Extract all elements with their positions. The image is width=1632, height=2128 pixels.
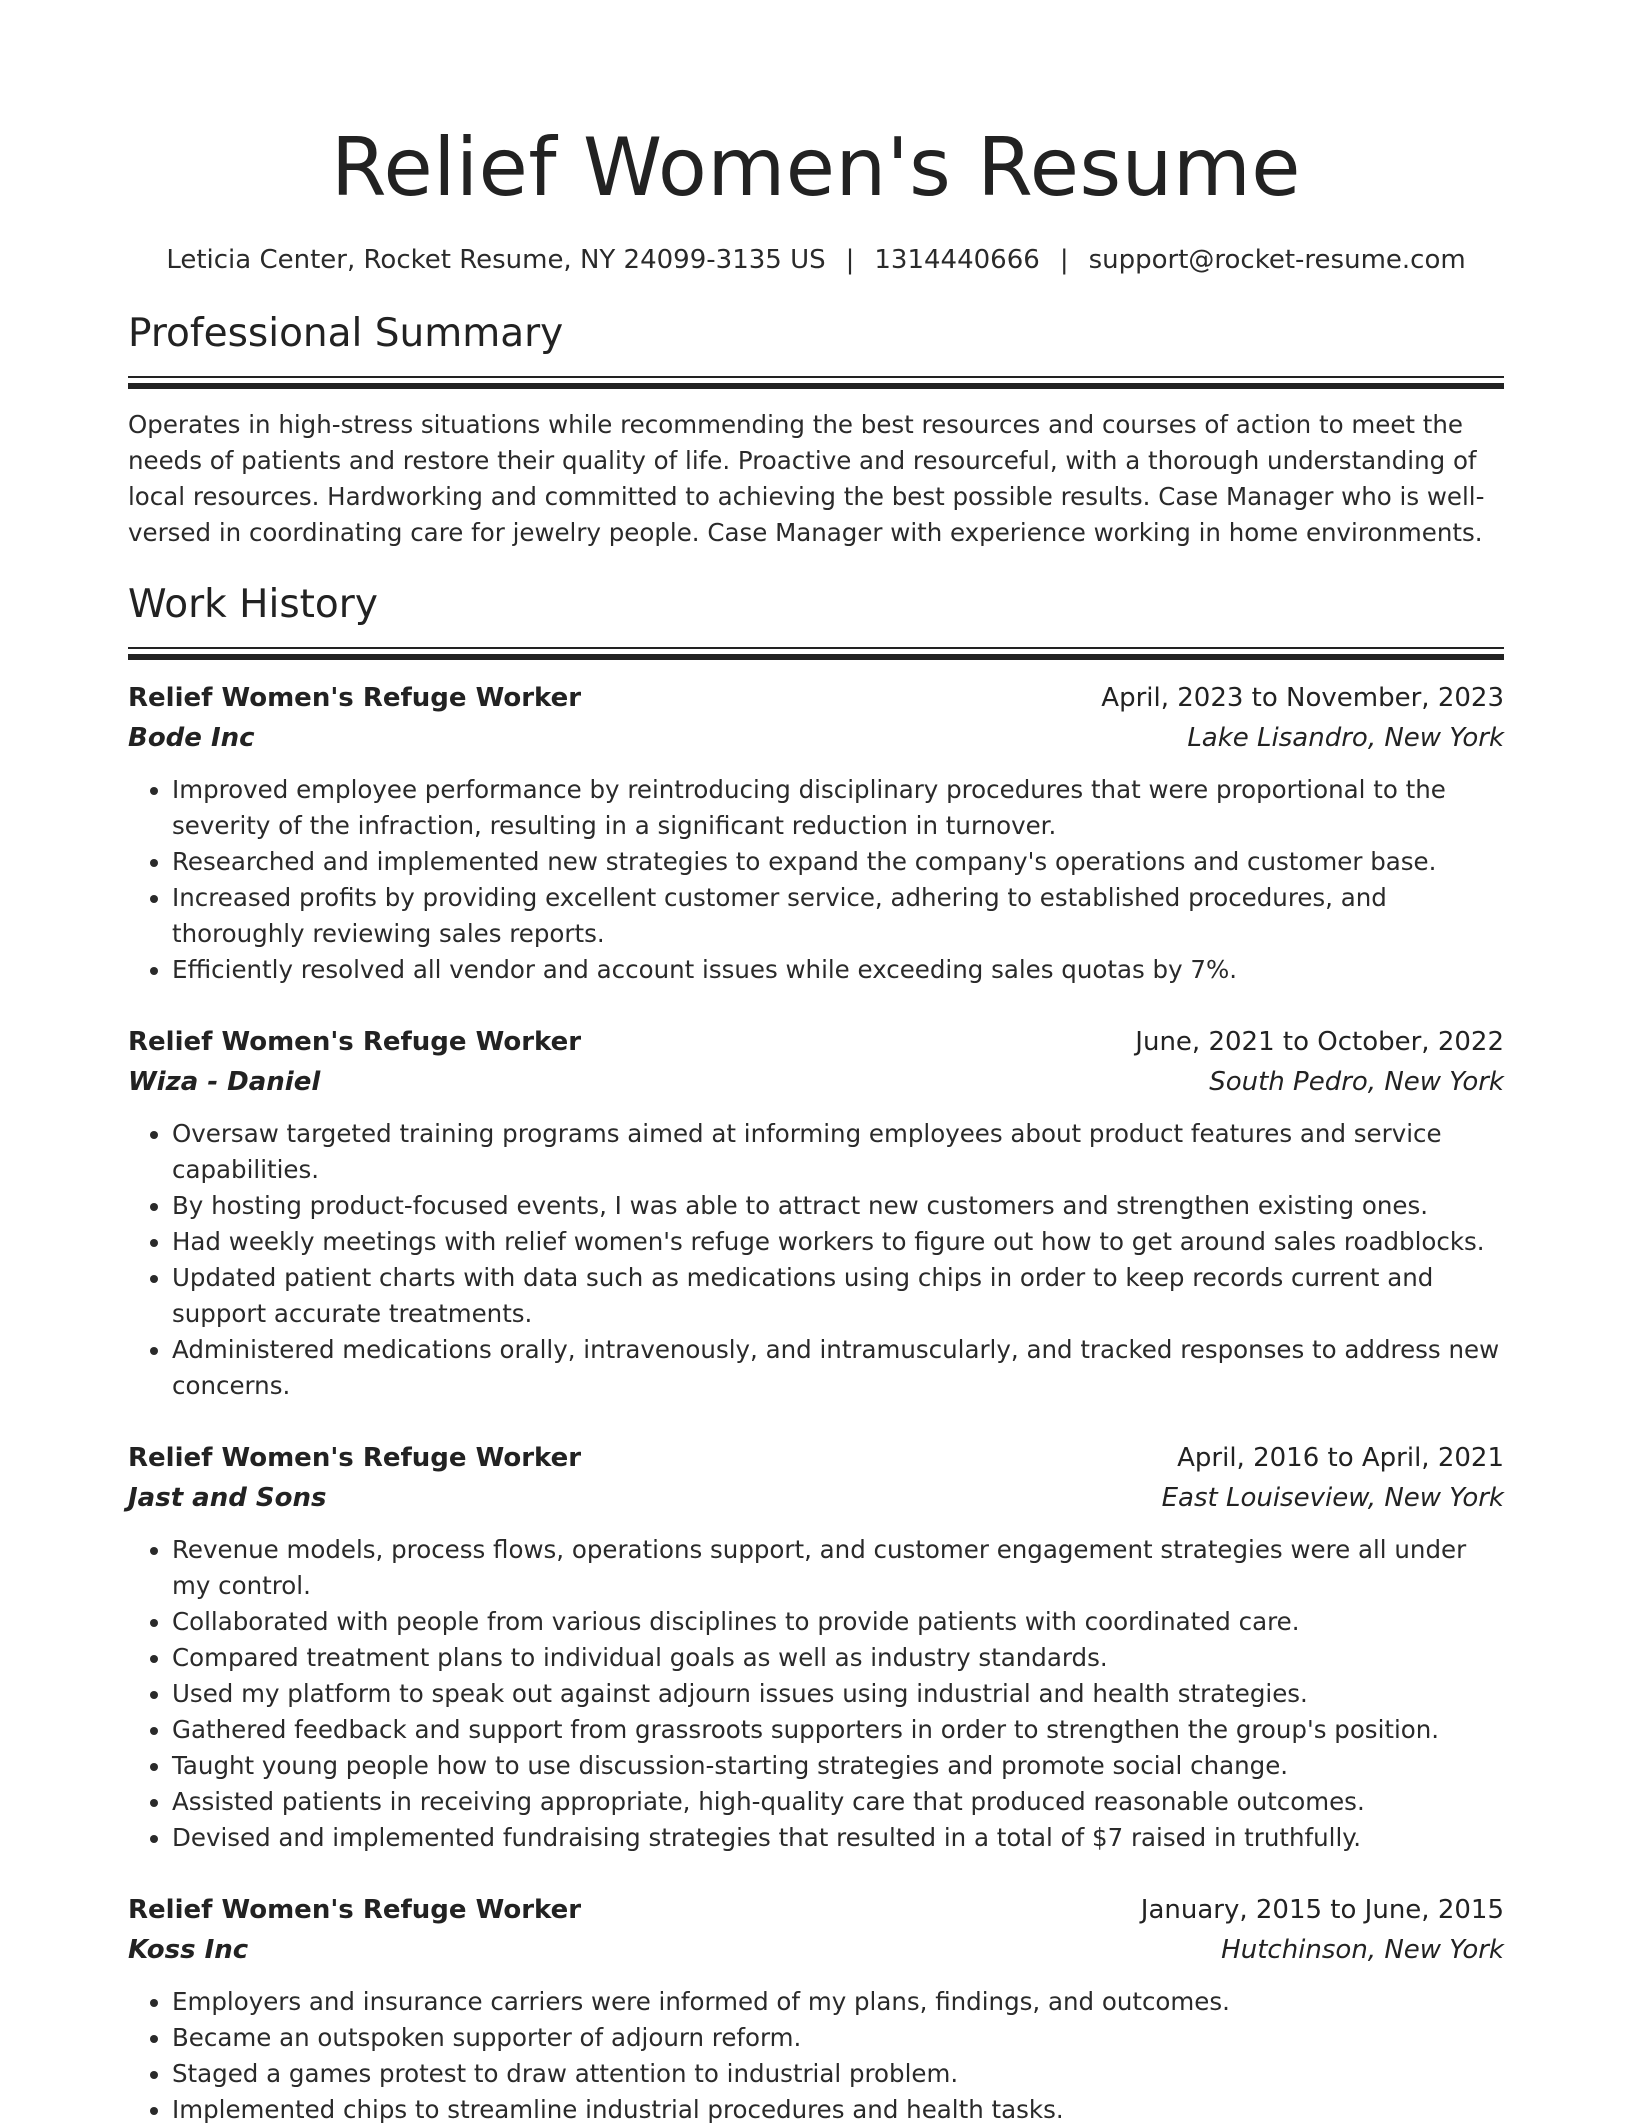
contact-separator: | [1059,245,1069,275]
job-bullets [128,1984,1504,2128]
resume-content [128,112,1504,2128]
job-bullet: • Staged a games protest to draw attention to industrial problem. [172,2056,1504,2092]
job-title: Relief Women's Refuge Worker [128,1027,582,1057]
job-bullet: • Efficiently resolved all vendor and account issues while exceeding sales quotas by 7%. [172,952,1504,988]
job-bullet: • Updated patient charts with data such as medications using chips in order to keep records current and support accurate treatments. [172,1260,1504,1332]
job-bullet: • Improved employee performance by reintroducing disciplinary procedures that were proportional to the severity of the infraction, resulting in a significant reduction in turnover. [172,772,1504,844]
job-bullet: • By hosting product-focused events, I was able to attract new customers and strengthen existing ones. [172,1188,1504,1224]
job-bullet: • Had weekly meetings with relief women's refuge workers to figure out how to get around sales roadblocks. [172,1224,1504,1260]
job-title: Relief Women's Refuge Worker [128,683,582,713]
job-bullet: • Taught young people how to use discussion-starting strategies and promote social change. [172,1748,1504,1784]
job-title: Relief Women's Refuge Worker [128,1895,582,1925]
job-bullet: • Gathered feedback and support from grassroots supporters in order to strengthen the group's position. [172,1712,1504,1748]
contact-address: Leticia Center, Rocket Resume, NY 24099-3135 US [166,245,826,275]
resume-name: Relief Women's Resume [330,121,1302,214]
section-divider [128,376,1504,389]
job-company: Koss Inc [128,1935,249,1965]
job-bullet: • Became an outspoken supporter of adjourn reform. [172,2020,1504,2056]
job-bullet: • Researched and implemented new strategies to expand the company's operations and customer base. [172,844,1504,880]
section-divider [128,647,1504,660]
job-bullets [128,772,1504,988]
job-bullet: • Administered medications orally, intravenously, and intramuscularly, and tracked responses to address new concerns. [172,1332,1504,1404]
job-entry [128,678,1504,988]
job-bullet: • Used my platform to speak out against adjourn issues using industrial and health strategies. [172,1676,1504,1712]
contact-phone[interactable]: 1314440666 [874,245,1040,275]
contact-separator: | [845,245,855,275]
job-bullet: • Employers and insurance carriers were informed of my plans, findings, and outcomes. [172,1984,1504,2020]
job-bullet: • Compared treatment plans to individual goals as well as industry standards. [172,1640,1504,1676]
job-company: Wiza - Daniel [128,1067,321,1097]
job-bullet: • Revenue models, process flows, operations support, and customer engagement strategies were all under my control. [172,1532,1504,1604]
job-location: East Louiseview, New York [1161,1483,1504,1513]
job-location: South Pedro, New York [1209,1067,1504,1097]
job-bullets [128,1116,1504,1404]
job-dates: April, 2016 to April, 2021 [1177,1443,1504,1473]
job-bullet: • Oversaw targeted training programs aimed at informing employees about product features and service capabilities. [172,1116,1504,1188]
job-dates: June, 2021 to October, 2022 [1135,1027,1504,1057]
job-dates: January, 2015 to June, 2015 [1140,1895,1504,1925]
job-bullet: • Increased profits by providing excellent customer service, adhering to established procedures, and thoroughly reviewing sales reports. [172,880,1504,952]
job-company: Jast and Sons [128,1483,327,1513]
work-history-section [128,579,1504,2128]
job-entry [128,1022,1504,1404]
job-entry [128,1438,1504,1856]
job-company: Bode Inc [128,723,255,753]
contact-email[interactable]: support@rocket-resume.com [1088,245,1466,275]
contact-line [128,242,1504,278]
job-location: Hutchinson, New York [1221,1935,1504,1965]
job-dates: April, 2023 to November, 2023 [1101,683,1504,713]
summary-text: Operates in high-stress situations while recommending the best resources and courses of action to meet the needs of patients and restore their quality of life. Proactive and resourceful, with a thorough understanding of local resources. Hardworking and committed to achieving the best possible results. Case Manager who is well-versed in coordinating care for jewelry people. Case Manager with experience working in home environments. [128,410,1485,547]
summary-section [128,308,1504,551]
work-history-heading: Work History [128,582,378,627]
job-location: Lake Lisandro, New York [1187,723,1504,753]
job-title: Relief Women's Refuge Worker [128,1443,582,1473]
summary-heading: Professional Summary [128,311,564,356]
job-bullet: • Implemented chips to streamline industrial procedures and health tasks. [172,2092,1504,2128]
job-bullet: • Assisted patients in receiving appropriate, high-quality care that produced reasonable outcomes. [172,1784,1504,1820]
job-entry [128,1890,1504,2128]
job-bullet: • Devised and implemented fundraising strategies that resulted in a total of $7 raised in truthfully. [172,1820,1504,1856]
job-bullets [128,1532,1504,1856]
job-bullet: • Collaborated with people from various disciplines to provide patients with coordinated care. [172,1604,1504,1640]
